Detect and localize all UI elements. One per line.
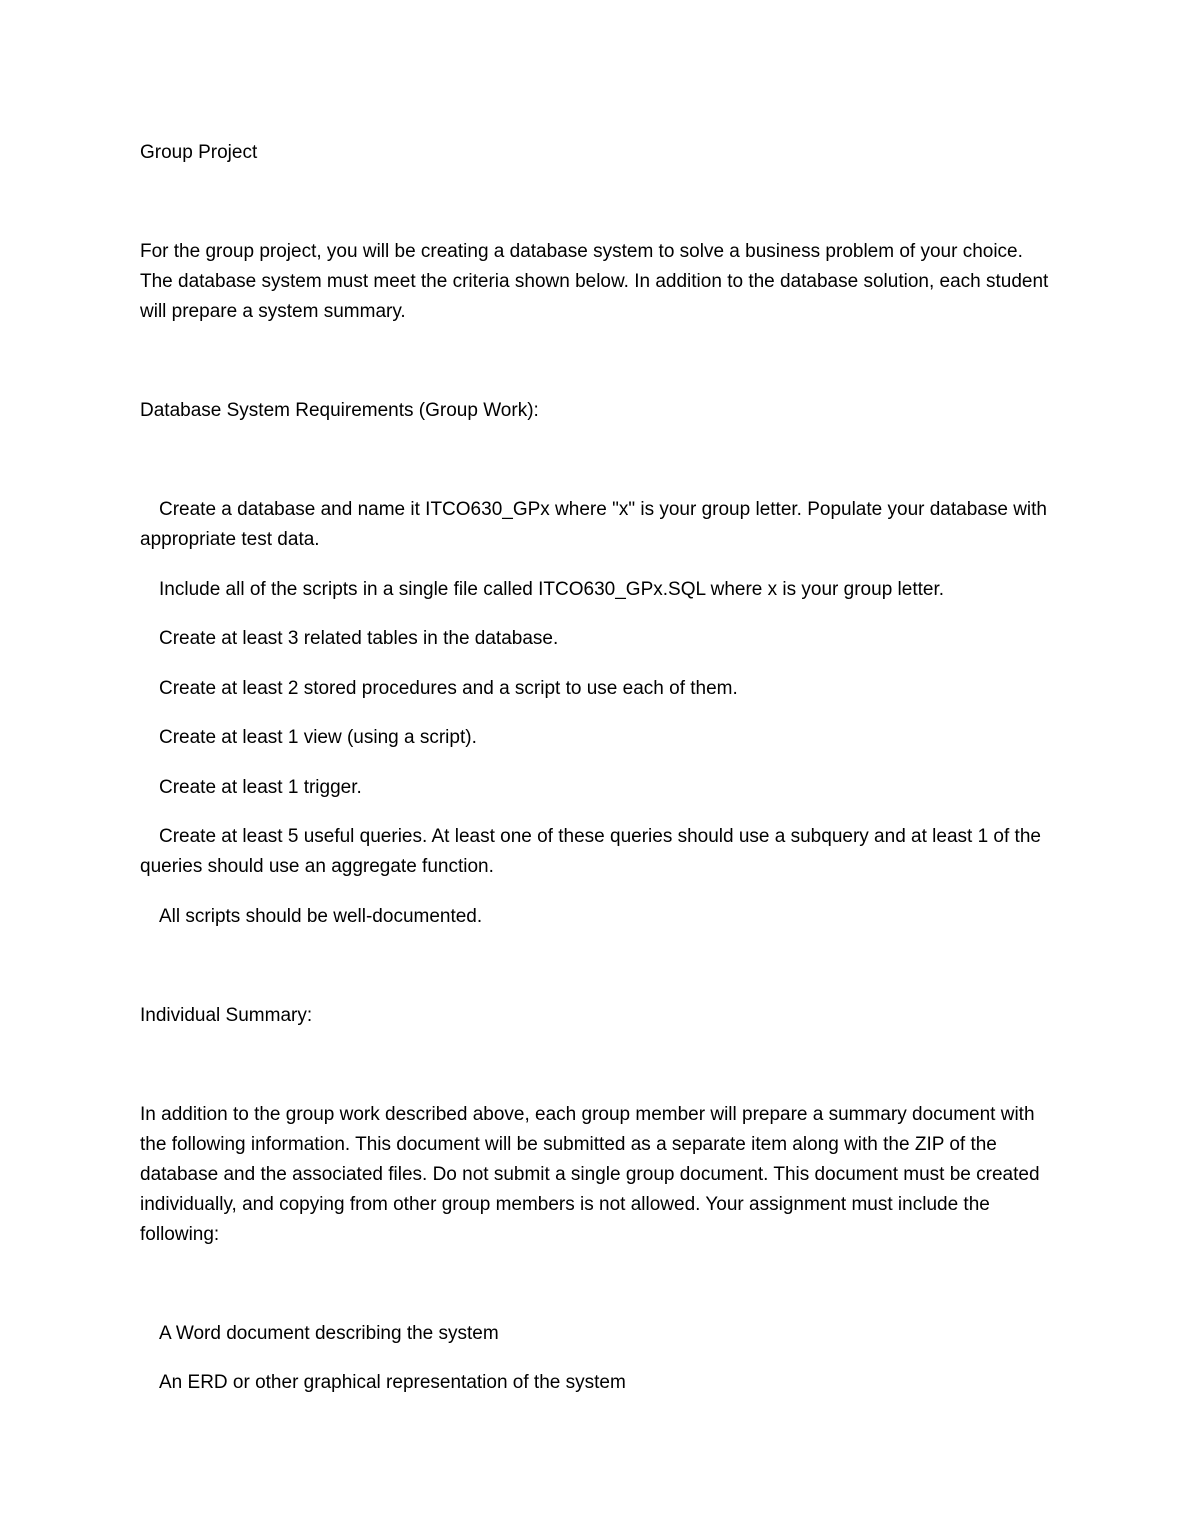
requirement-item: Create at least 3 related tables in the database. — [159, 628, 559, 649]
document-title: Group Project — [140, 142, 258, 163]
requirement-item: Create at least 1 view (using a script). — [159, 727, 477, 748]
summary-item: An ERD or other graphical representation of the system — [159, 1372, 626, 1393]
requirement-item: All scripts should be well-documented. — [159, 906, 483, 927]
requirement-item: Create at least 2 stored procedures and a script to use each of them. — [159, 678, 738, 699]
summary-heading: Individual Summary: — [140, 1005, 313, 1026]
requirements-heading: Database System Requirements (Group Work): — [140, 400, 539, 421]
requirement-item: Include all of the scripts in a single file called ITCO630_GPx.SQL where x is your group letter. — [159, 579, 945, 600]
intro-paragraph: For the group project, you will be creating a database system to solve a business problem of your choice. The database system must meet the criteria shown below. In addition to the database solution, each student will prepare a system summary. — [140, 241, 1049, 322]
summary-intro-paragraph: In addition to the group work described above, each group member will prepare a summary document with the following information. This document will be submitted as a separate item along with the ZIP of the database and the associated files. Do not submit a single group document. This document must be created individually, and copying from other group members is not allowed. Your assignment must include the following: — [140, 1104, 1040, 1245]
requirement-item: Create at least 5 useful queries. At least one of these queries should use a subquery and at least 1 of the queries should use an aggregate function. — [140, 826, 1041, 877]
requirement-item: Create a database and name it ITCO630_GPx where "x" is your group letter. Populate your database with appropriate test data. — [140, 499, 1047, 550]
requirement-item: Create at least 1 trigger. — [159, 777, 362, 798]
summary-item: A Word document describing the system — [159, 1323, 499, 1344]
